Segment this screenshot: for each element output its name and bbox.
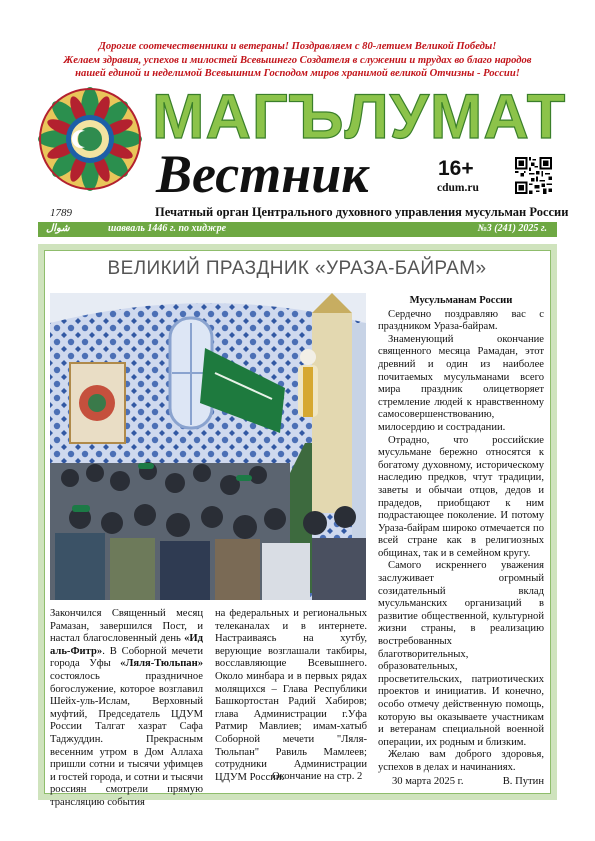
masthead-title: МАГЪЛУМАТ <box>152 82 567 152</box>
address-signature: В. Путин <box>502 775 544 787</box>
article-text: Закончился Священный месяц Рамазан, завершился Пост, и настал благословенный день <box>50 608 203 645</box>
article-emphasis: «Ляля-Тюльпан» <box>120 658 203 670</box>
address-paragraph: Самого искреннего уважения заслуживает огромный созидательный вклад мусульманских организаций в развитие общественной, культурной жизни страны, в реализацию востребованных благотворительных, образовательных, просветительских, патриотических проектов и инициатив. И конечно, особо отмечу действенную помощь, которую вы оказываете участникам и ветеранам специальной военной операции, их родным и близким. <box>378 560 544 748</box>
age-rating: 16+ <box>438 157 474 180</box>
article-column-2 <box>215 608 367 784</box>
organ-tagline: Печатный орган Центрального духовного управления мусульман России <box>155 205 569 219</box>
address-paragraph: Знаменующий окончание священного месяца Рамадан, этот древний и один из наиболее почитаемых мусульманами всего мира праздник олицетворяет стремление людей к нравственному самосовершенствованию, милосердию и сострадании. <box>378 333 544 433</box>
continued-note: Окончание на стр. 2 <box>272 771 363 782</box>
founding-year: 1789 <box>50 207 72 219</box>
article-text: состоялось праздничное богослужение, которое возглавил Шейх-уль-Ислам, Верховный муфтий, Председатель ЦДУМ России Талгат хазрат Сафа Таджуддин. Прекрасным весенним утром в Дом Аллаха пришли сотни и тысячи уфимцев и гостей города, и сотни и тысячи россиян смотрели прямую трансляцию события <box>50 670 203 808</box>
greeting-line-3: нашей единой и неделимой Всевышним Господом миров хранимой великой Отчизны - России! <box>75 68 520 79</box>
qr-code-icon <box>515 157 552 194</box>
issue-number: №3 (241) 2025 г. <box>477 223 547 234</box>
headline: ВЕЛИКИЙ ПРАЗДНИК «УРАЗА-БАЙРАМ» <box>107 258 487 279</box>
masthead-subtitle: Вестник <box>156 144 369 204</box>
issue-band <box>38 222 557 237</box>
article-text: . В Соборной мечети города Уфы <box>50 645 203 670</box>
greeting-line-1: Дорогие соотечественники и ветераны! Поздравляем с 80-летием Великой Победы! <box>98 41 497 52</box>
site-link[interactable]: cdum.ru <box>437 182 479 194</box>
address-signature-line <box>378 776 544 789</box>
address-paragraph: Желаю вам доброго здоровья, успехов в делах и начинаниях. <box>378 749 544 773</box>
article-emphasis: «Ид аль-Фитр» <box>50 633 203 657</box>
presidential-address <box>378 295 544 788</box>
mosque-photo <box>50 293 366 600</box>
hijri-date: шавваль 1446 г. по хиджре <box>108 223 227 234</box>
address-paragraph: Сердечно поздравляю вас с праздником Ураза-байрам. <box>378 308 544 333</box>
article-column-1 <box>50 608 203 810</box>
address-date: 30 марта 2025 г. <box>392 775 464 787</box>
greeting-line-2: Желаем здравия, успехов и милостей Всевышнего Создателя в служении и трудах во благо народов <box>63 54 532 66</box>
emblem-logo <box>38 87 142 191</box>
hijri-month-arabic: شوال <box>46 223 70 234</box>
address-paragraph: Отрадно, что российские мусульмане бережно относятся к богатому духовному, историческому наследию предков, чтут традиции, заветы и обычаи отцов, дедов и прадедов, приобщают к ним подрастающее поколение. И потому Ураза-байрам широко отмечается по всей стране как в религиозных общинах, так и в семейном кругу. <box>378 434 544 559</box>
greeting-block <box>30 40 565 81</box>
article-text: на федеральных и региональных телеканалах и в интернете. Настраиваясь на хутбу, верующие возглашали такбиры, восславляющие Всевышнего. Около минбара и в первых рядах молящихся – Глава Республики Башкортостан Радий Хабиров; глава Администрации г.Уфа Ратмир Мавлиев; имам-хатыб Соборной мечети "Ляля-Тюльпан" Равиль Мамлеев; сотрудники Администрации ЦДУМ России. <box>215 608 367 783</box>
address-heading: Мусульманам России <box>409 295 513 306</box>
